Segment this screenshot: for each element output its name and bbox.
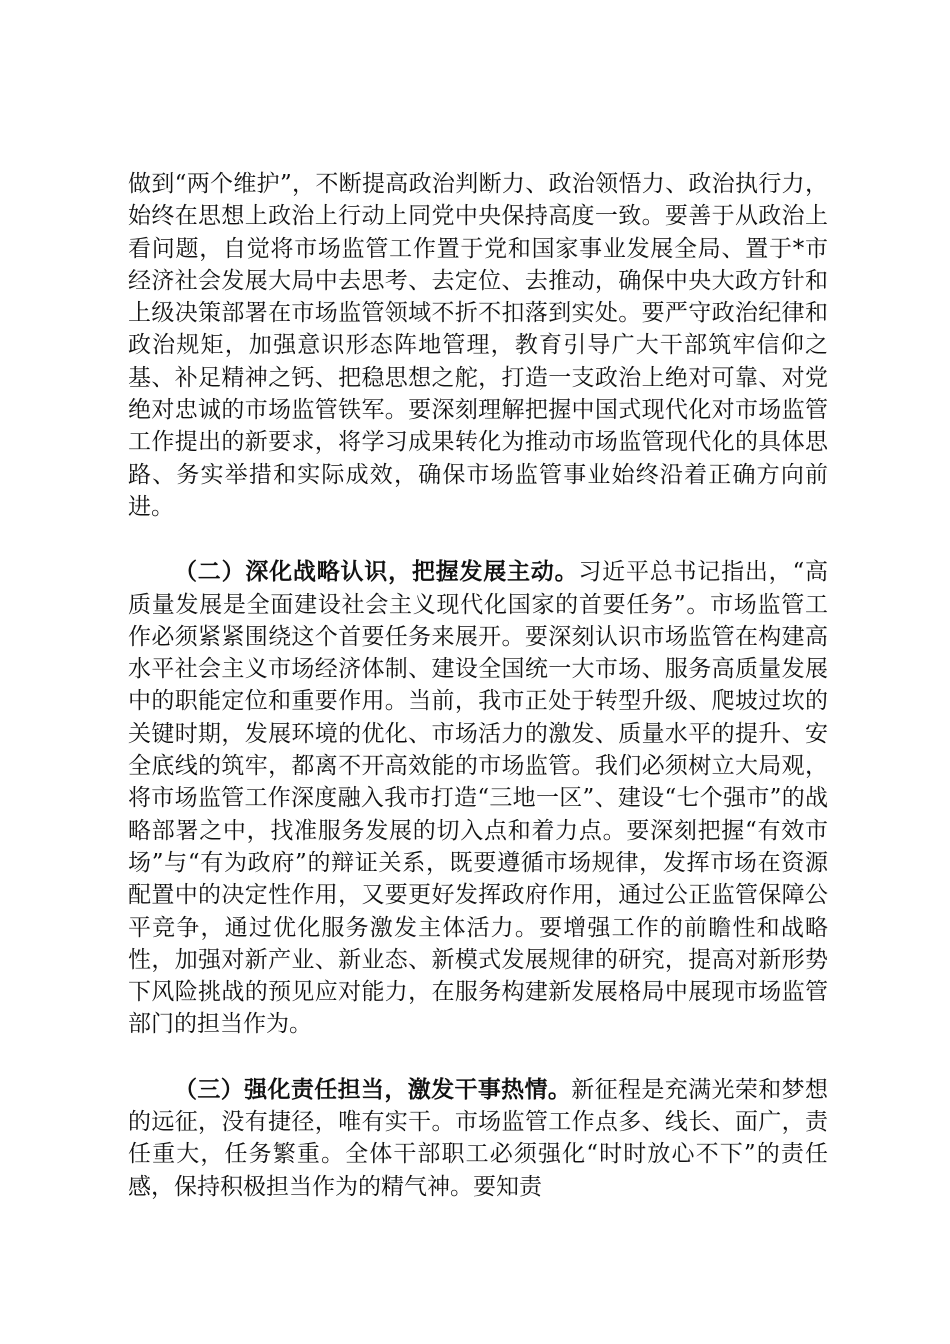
paragraph-text: 新征程是充满光荣和梦想的远征，没有捷径，唯有实干。市场监管工作点多、线长、面广，责任重大，任务繁重。全体干部职工必须强化“时时放心不下”的责任感，保持积极担当作为的精气神。要知责: [128, 1076, 829, 1200]
section-heading-three: （三）强化责任担当，激发干事热情。: [174, 1076, 572, 1103]
paragraph-continuation: [128, 168, 828, 523]
paragraph-text: 习近平总书记指出，“高质量发展是全面建设社会主义现代化国家的首要任务”。市场监管工作必须紧紧围绕这个首要任务来展开。要深刻认识市场监管在构建高水平社会主义市场经济体制、建设全国统一大市场、服务高质量发展中的职能定位和重要作用。当前，我市正处于转型升级、爬坡过坎的关键时期，发展环境的优化、市场活力的激发、质量水平的提升、安全底线的筑牢，都离不开高效能的市场监管。我们必须树立大局观，将市场监管工作深度融入我市打造“三地一区”、建设“七个强市”的战略部署之中，找准服务发展的切入点和着力点。要深刻把握“有效市场”与“有为政府”的辩证关系，既要遵循市场规律，发挥市场在资源配置中的决定性作用，又要更好发挥政府作用，通过公正监管保障公平竞争，通过优化服务激发主体活力。要增强工作的前瞻性和战略性，加强对新产业、新业态、新模式发展规律的研究，提高对新形势下风险挑战的预见应对能力，在服务构建新发展格局中展现市场监管部门的担当作为。: [128, 559, 828, 1038]
paragraph-text: 做到“两个维护”，不断提高政治判断力、政治领悟力、政治执行力，始终在思想上政治上行动上同党中央保持高度一致。要善于从政治上看问题，自觉将市场监管工作置于党和国家事业发展全局、置于*市经济社会发展大局中去思考、去定位、去推动，确保中央大政方针和上级决策部署在市场监管领域不折不扣落到实处。要严守政治纪律和政治规矩，加强意识形态阵地管理，教育引导广大干部筑牢信仰之基、补足精神之钙、把稳思想之舵，打造一支政治上绝对可靠、对党绝对忠诚的市场监管铁军。要深刻理解把握中国式现代化对市场监管工作提出的新要求，将学习成果转化为推动市场监管现代化的具体思路、务实举措和实际成效，确保市场监管事业始终沿着正确方向前进。: [128, 171, 828, 520]
paragraph-section-three: [128, 1074, 828, 1203]
section-heading-two: （二）深化战略认识，把握发展主动。: [174, 559, 579, 586]
paragraph-section-two: [128, 556, 828, 1040]
document-body: [128, 168, 828, 1203]
